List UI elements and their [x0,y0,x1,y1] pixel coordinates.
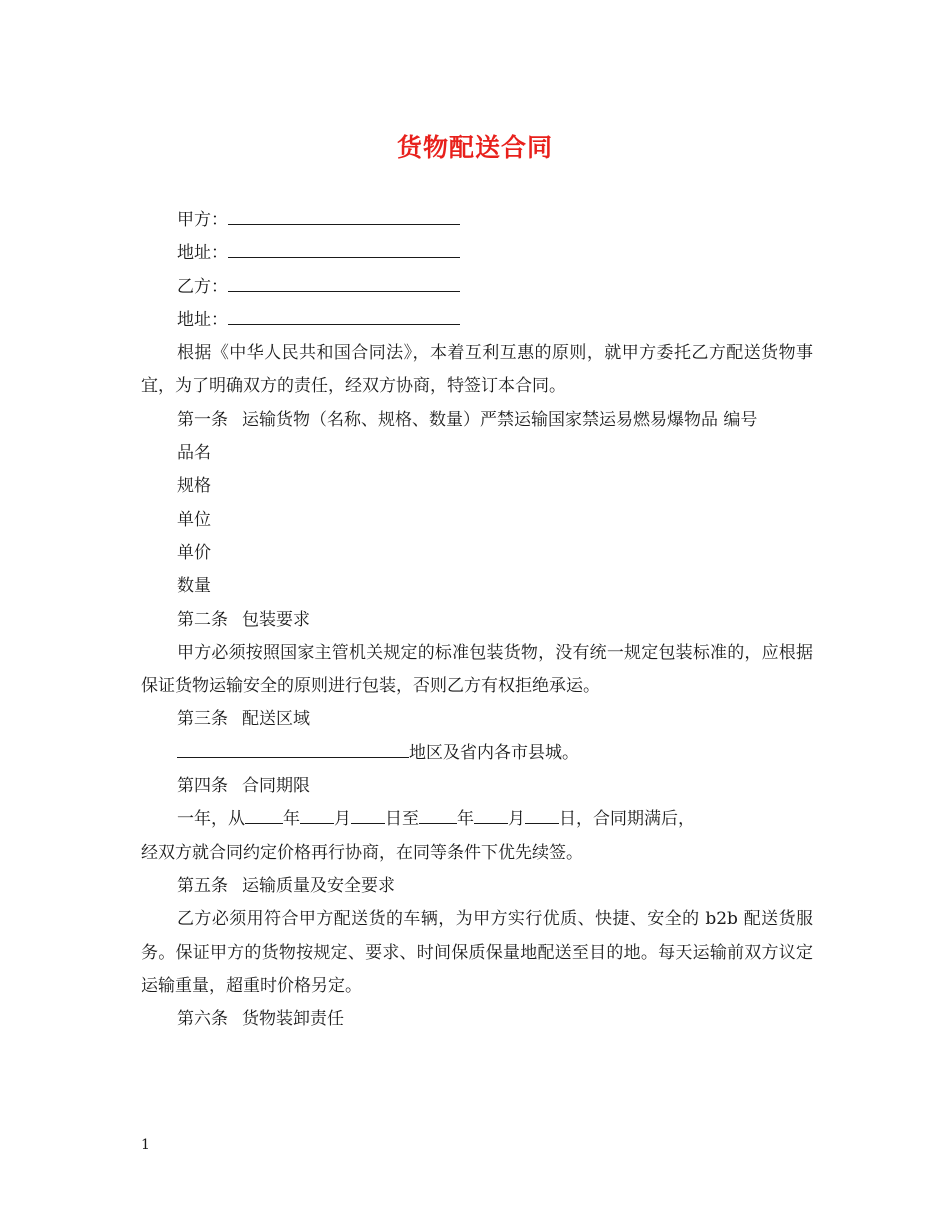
article-3-title: 配送区域 [242,709,310,730]
start-month-blank [300,807,334,824]
article-6-heading: 第六条 [177,1009,228,1030]
item-name: 品名 [177,443,211,464]
article-6-heading-line [141,1003,813,1036]
party-b-blank [228,275,460,292]
article-3-heading-line [141,703,813,736]
article-4-period-line [141,803,813,836]
page-number: 1 [141,1137,150,1153]
article-5-text: 乙方必须用符合甲方配送货的车辆，为甲方实行优质、快捷、安全的 b2b 配送货服务。保证甲方的货物按规定、要求、时间保质保量地配送至目的地。每天运输前双方议定运输重量，超重时价格另定。 [141,909,813,996]
end-month-blank [474,807,508,824]
start-day-blank [351,807,385,824]
item-unit: 单位 [177,509,211,530]
intro-paragraph: 根据《中华人民共和国合同法》，本着互利互惠的原则，就甲方委托乙方配送货物事宜，为了明确双方的责任，经双方协商，特签订本合同。 [141,343,813,397]
contract-body [141,204,813,1036]
start-year-label: 年 [283,809,300,830]
address-b-line [141,304,813,337]
address-a-label: 地址： [177,243,228,264]
end-year-blank [419,807,457,824]
day-to-label: 日至 [385,809,419,830]
region-blank [177,741,409,758]
article-1 [141,404,813,437]
article-2-heading: 第二条 [177,609,228,630]
end-year-label: 年 [457,809,474,830]
party-a-line [141,204,813,237]
end-month-label: 月 [508,809,525,830]
article-4-continuation: 经双方就合同约定价格再行协商，在同等条件下优先续签。 [141,842,583,863]
article-4-title: 合同期限 [242,776,310,797]
document-title: 货物配送合同 [396,133,553,162]
period-prefix: 一年，从 [177,809,245,830]
article-6-title: 货物装卸责任 [242,1009,344,1030]
address-b-blank [228,308,460,325]
party-a-blank [228,208,460,225]
article-2-heading-line [141,604,813,637]
address-a-blank [228,241,460,258]
article-1-text: 运输货物（名称、规格、数量）严禁运输国家禁运易燃易爆物品 编号 [242,409,758,430]
article-5-heading: 第五条 [177,875,228,896]
article-2-text: 甲方必须按照国家主管机关规定的标准包装货物，没有统一规定包装标准的，应根据保证货物运输安全的原则进行包装，否则乙方有权拒绝承运。 [141,642,813,697]
article-2-title: 包装要求 [242,609,310,630]
article-3-text: 地区及省内各市县城。 [409,742,579,763]
article-1-heading: 第一条 [177,409,228,430]
article-4-heading: 第四条 [177,776,228,797]
article-3-line [141,737,813,770]
item-spec: 规格 [177,476,211,497]
party-b-line [141,271,813,304]
article-3-heading: 第三条 [177,709,228,730]
start-year-blank [245,807,283,824]
article-4-heading-line [141,770,813,803]
article-5-heading-line [141,870,813,903]
article-5-title: 运输质量及安全要求 [242,875,395,896]
address-b-label: 地址： [177,309,228,330]
end-day-blank [525,807,559,824]
item-price: 单价 [177,542,211,563]
address-a-line [141,237,813,270]
start-month-label: 月 [334,809,351,830]
party-b-label: 乙方： [177,276,228,297]
item-qty: 数量 [177,576,211,597]
party-a-label: 甲方： [177,210,228,230]
day-end-label: 日，合同期满后， [559,809,695,830]
